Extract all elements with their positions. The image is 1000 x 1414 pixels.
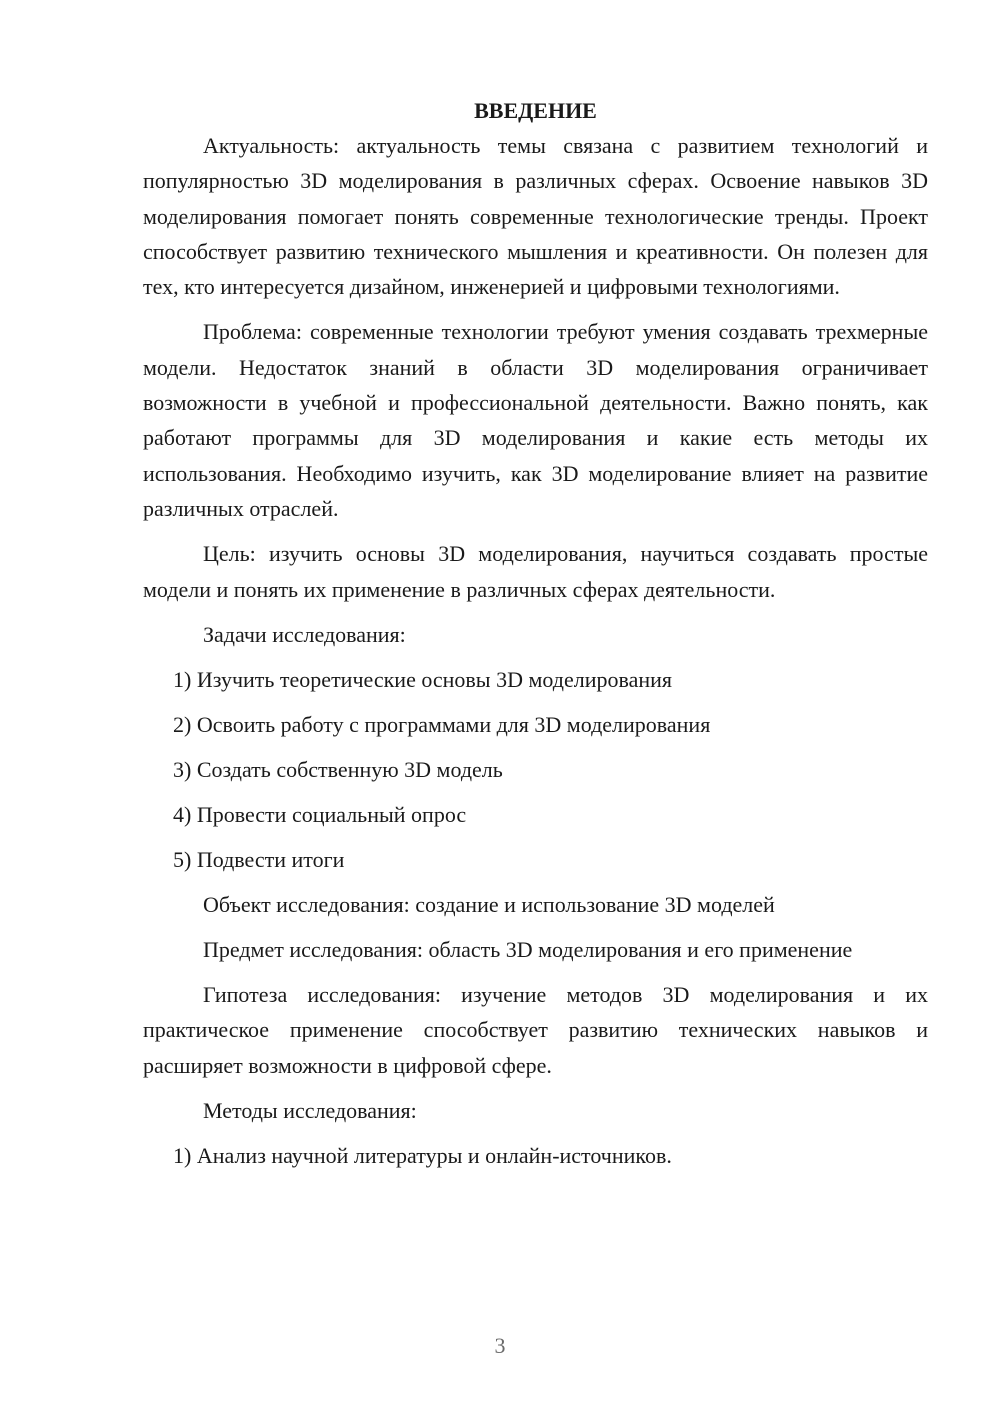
page-number: 3 (494, 1333, 506, 1358)
task-item-5: 5) Подвести итоги (173, 846, 345, 872)
methods-label: Методы исследования: (203, 1098, 417, 1124)
page-heading: ВВЕДЕНИЕ (474, 98, 597, 123)
document-page (143, 93, 928, 1183)
task-item-4: 4) Провести социальный опрос (173, 801, 467, 827)
task-item-3: 3) Создать собственную 3D модель (173, 756, 503, 782)
relevance-paragraph: Актуальность: актуальность темы связана с развитием технологий и популярностью 3D моделирования в различных сферах. Освоение навыков 3D моделирования помогает понять современные технологические тренды. Проект способствует развитию технического мышления и креативности. Он полезен для тех, кто интересуется дизайном, инженерией и цифровыми технологиями. (143, 133, 928, 300)
research-object: Объект исследования: создание и использование 3D моделей (203, 891, 775, 917)
goal-paragraph: Цель: изучить основы 3D моделирования, научиться создавать простые модели и понять их применение в различных сферах деятельности. (143, 541, 928, 602)
tasks-label: Задачи исследования: (203, 621, 406, 647)
problem-paragraph: Проблема: современные технологии требуют умения создавать трехмерные модели. Недостаток знаний в области 3D моделирования ограничивает возможности в учебной и профессиональной деятельности. Важно понять, как работают программы для 3D моделирования и какие есть методы их использования. Необходимо изучить, как 3D моделирование влияет на развитие различных отраслей. (143, 319, 928, 521)
research-hypothesis: Гипотеза исследования: изучение методов 3D моделирования и их практическое применение способствует развитию технических навыков и расширяет возможности в цифровой сфере. (143, 982, 928, 1078)
method-item-1: 1) Анализ научной литературы и онлайн-источников. (173, 1143, 672, 1169)
task-item-2: 2) Освоить работу с программами для 3D моделирования (173, 711, 711, 737)
task-item-1: 1) Изучить теоретические основы 3D моделирования (173, 666, 672, 692)
research-subject: Предмет исследования: область 3D моделирования и его применение (203, 936, 853, 962)
